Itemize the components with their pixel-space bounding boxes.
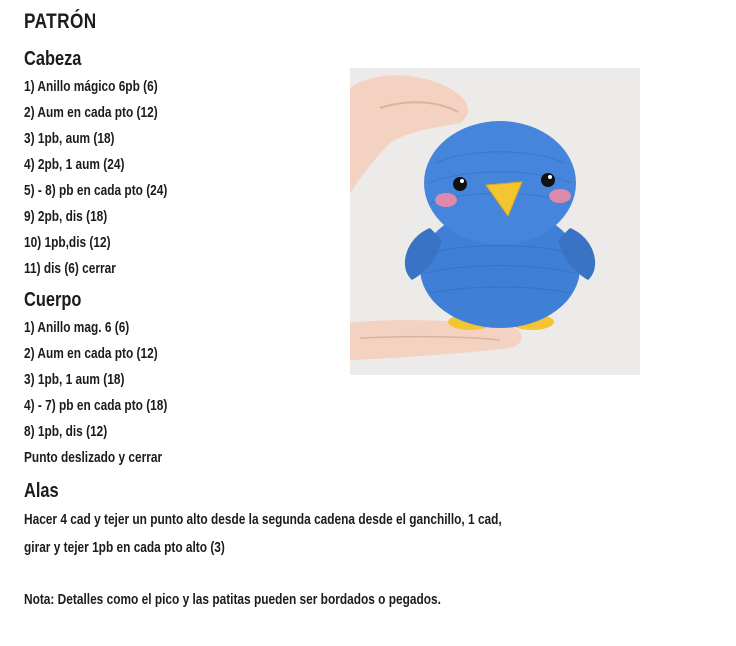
cuerpo-step: 1) Anillo mag. 6 (6) — [24, 320, 130, 336]
cuerpo-steps — [24, 315, 199, 471]
cabeza-steps — [24, 74, 199, 282]
alas-instruction-line: girar y tejer 1pb en cada pto alto (3) — [24, 540, 225, 556]
bird-cheek — [435, 193, 457, 207]
cabeza-step: 11) dis (6) cerrar — [24, 261, 116, 277]
cuerpo-step: 8) 1pb, dis (12) — [24, 424, 108, 440]
cuerpo-step: Punto deslizado y cerrar — [24, 450, 163, 466]
note-text: Nota: Detalles como el pico y las patitas pueden ser bordados o pegados. — [24, 592, 441, 608]
bird-cheek — [549, 189, 571, 203]
cabeza-step: 10) 1pb,dis (12) — [24, 235, 111, 251]
bird-eye — [541, 173, 555, 187]
cabeza-step: 5) - 8) pb en cada pto (24) — [24, 183, 168, 199]
cuerpo-step: 2) Aum en cada pto (12) — [24, 346, 158, 362]
cabeza-step: 9) 2pb, dis (18) — [24, 209, 108, 225]
cabeza-step: 2) Aum en cada pto (12) — [24, 105, 158, 121]
cuerpo-step: 3) 1pb, 1 aum (18) — [24, 372, 125, 388]
cabeza-step: 3) 1pb, aum (18) — [24, 131, 115, 147]
alas-instruction-line: Hacer 4 cad y tejer un punto alto desde la segunda cadena desde el ganchillo, 1 cad, — [24, 512, 502, 528]
page-title: PATRÓN — [24, 10, 97, 33]
section-heading-cabeza: Cabeza — [24, 48, 82, 70]
section-heading-cuerpo: Cuerpo — [24, 289, 82, 311]
cabeza-step: 4) 2pb, 1 aum (24) — [24, 157, 125, 173]
amigurumi-bird-photo — [350, 68, 640, 375]
section-heading-alas: Alas — [24, 480, 59, 502]
cabeza-step: 1) Anillo mágico 6pb (6) — [24, 79, 158, 95]
cuerpo-step: 4) - 7) pb en cada pto (18) — [24, 398, 168, 414]
bird-eye — [453, 177, 467, 191]
